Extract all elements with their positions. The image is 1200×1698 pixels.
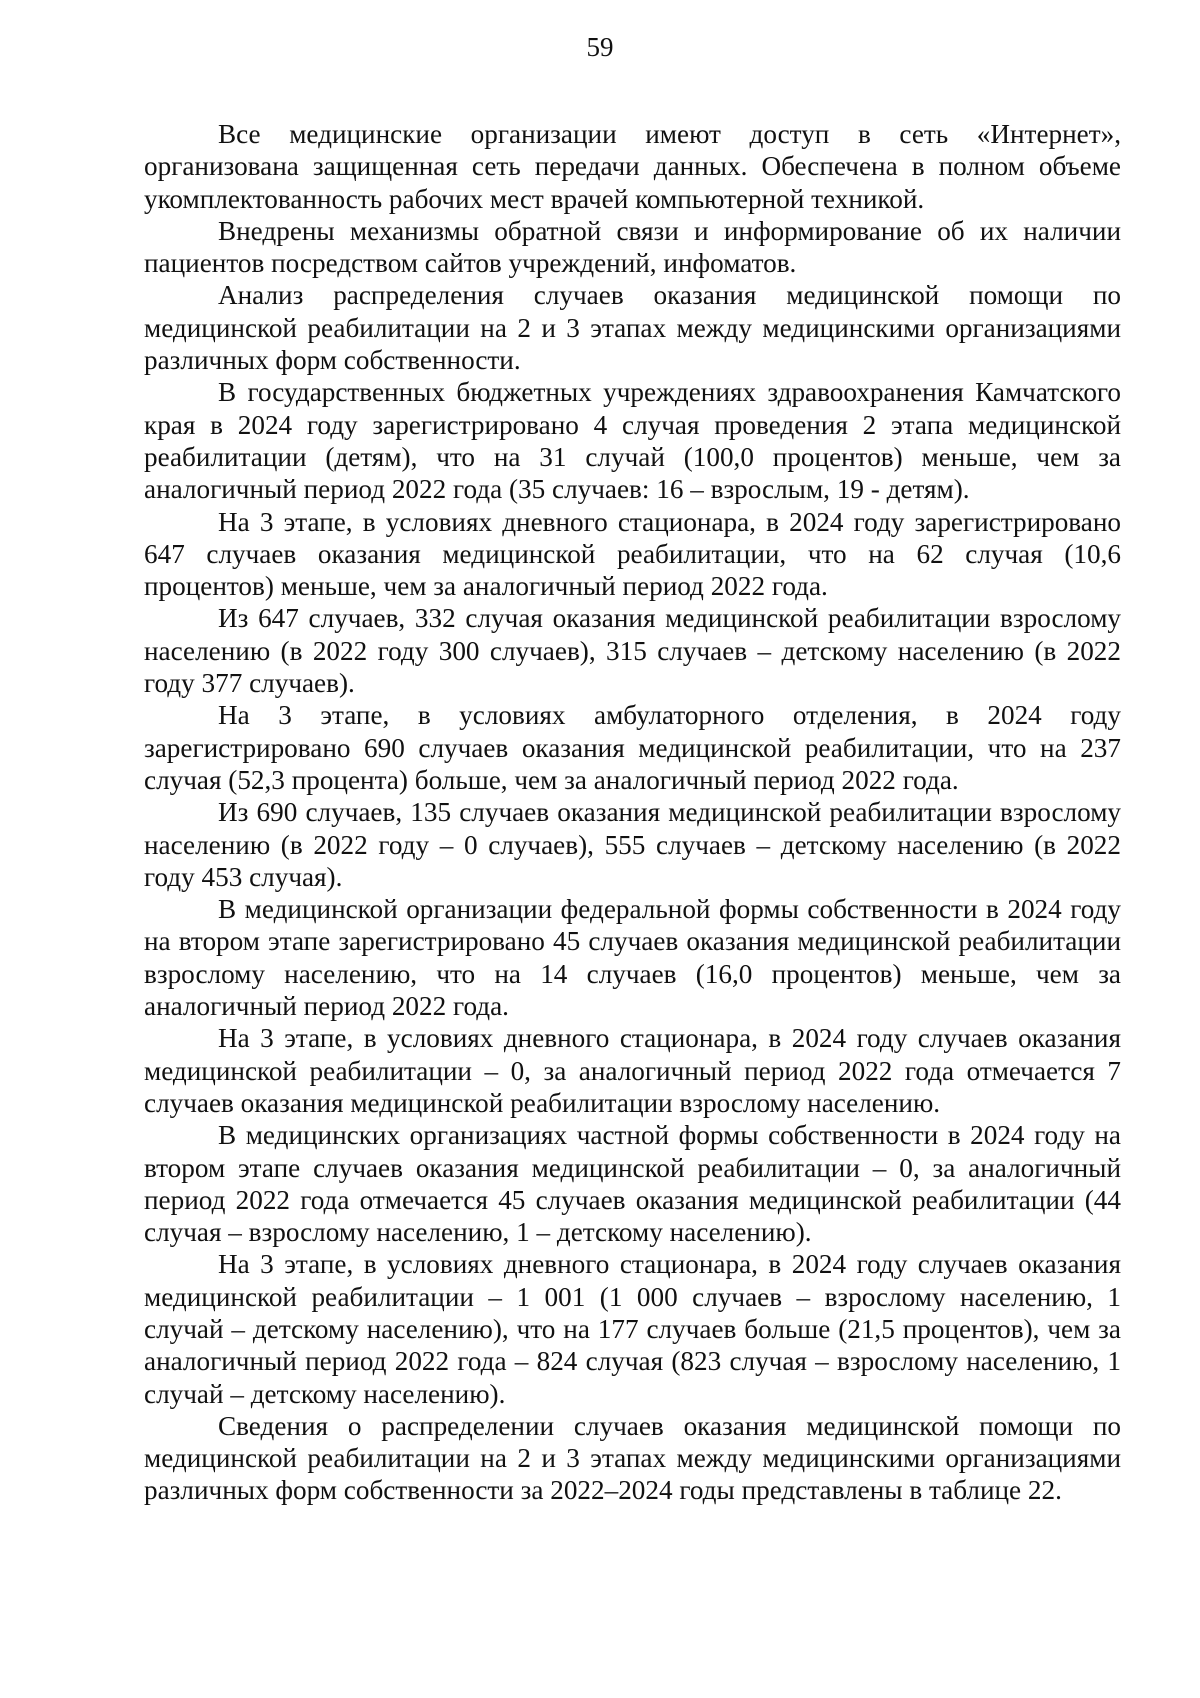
body-text [144,118,1121,1507]
paragraph-647-cases: Из 647 случаев, 332 случая оказания медицинской реабилитации взрослому населению (в 2022 году 300 случаев), 315 случаев – детскому населению (в 2022 году 377 случаев). [144,603,1121,699]
paragraph-private-organizations: В медицинских организациях частной формы собственности в 2024 году на втором этапе случаев оказания медицинской реабилитации – 0, за аналогичный период 2022 года отмечается 45 случаев оказания медицинской реабилитации (44 случая – взрослому населению, 1 – детскому населению). [144,1120,1121,1248]
paragraph-stage3-day-hospital: На 3 этапе, в условиях дневного стационара, в 2024 году зарегистрировано 647 случаев оказания медицинской реабилитации, что на 62 случая (10,6 процентов) меньше, чем за аналогичный период 2022 года. [144,506,1121,602]
paragraph-feedback-mechanisms: Внедрены механизмы обратной связи и информирование об их наличии пациентов посредством сайтов учреждений, инфоматов. [144,215,1121,279]
paragraph-internet-access: Все медицинские организации имеют доступ в сеть «Интернет», организована защищенная сеть передачи данных. Обеспечена в полном объеме укомплектованность рабочих мест врачей компьютерной техникой. [144,119,1121,214]
paragraph-state-institutions: В государственных бюджетных учреждениях здравоохранения Камчатского края в 2024 году зарегистрировано 4 случая проведения 2 этапа медицинской реабилитации (детям), что на 31 случай (100,0 процентов) меньше, чем за аналогичный период 2022 года (35 случаев: 16 – взрослым, 19 - детям). [144,377,1121,505]
paragraph-stage3-outpatient: На 3 этапе, в условиях амбулаторного отделения, в 2024 году зарегистрировано 690 случаев оказания медицинской реабилитации, что на 237 случая (52,3 процента) больше, чем за аналогичный период 2022 года. [144,700,1121,795]
paragraph-federal-stage3: На 3 этапе, в условиях дневного стационара, в 2024 году случаев оказания медицинской реабилитации – 0, за аналогичный период 2022 года отмечается 7 случаев оказания медицинской реабилитации взрослому населению. [144,1023,1121,1118]
paragraph-table-reference: Сведения о распределении случаев оказания медицинской помощи по медицинской реабилитации на 2 и 3 этапах между медицинскими организациями различных форм собственности за 2022–2024 годы представлены в таблице 22. [144,1410,1121,1506]
paragraph-federal-organization: В медицинской организации федеральной формы собственности в 2024 году на втором этапе зарегистрировано 45 случаев оказания медицинской реабилитации взрослому населению, что на 14 случаев (16,0 процентов) меньше, чем за аналогичный период 2022 года. [144,894,1121,1022]
page-number: 59 [586,32,614,62]
paragraph-analysis-intro: Анализ распределения случаев оказания медицинской помощи по медицинской реабилитации на 2 и 3 этапах между медицинскими организациями различных форм собственности. [144,280,1121,376]
paragraph-690-cases: Из 690 случаев, 135 случаев оказания медицинской реабилитации взрослому населению (в 2022 году – 0 случаев), 555 случаев – детскому населению (в 2022 году 453 случая). [144,797,1121,892]
paragraph-private-stage3: На 3 этапе, в условиях дневного стационара, в 2024 году случаев оказания медицинской реабилитации – 1 001 (1 000 случаев – взрослому населению, 1 случай – детскому населению), что на 177 случаев больше (21,5 процентов), чем за аналогичный период 2022 года – 824 случая (823 случая – взрослому населению, 1 случай – детскому населению). [144,1249,1121,1409]
